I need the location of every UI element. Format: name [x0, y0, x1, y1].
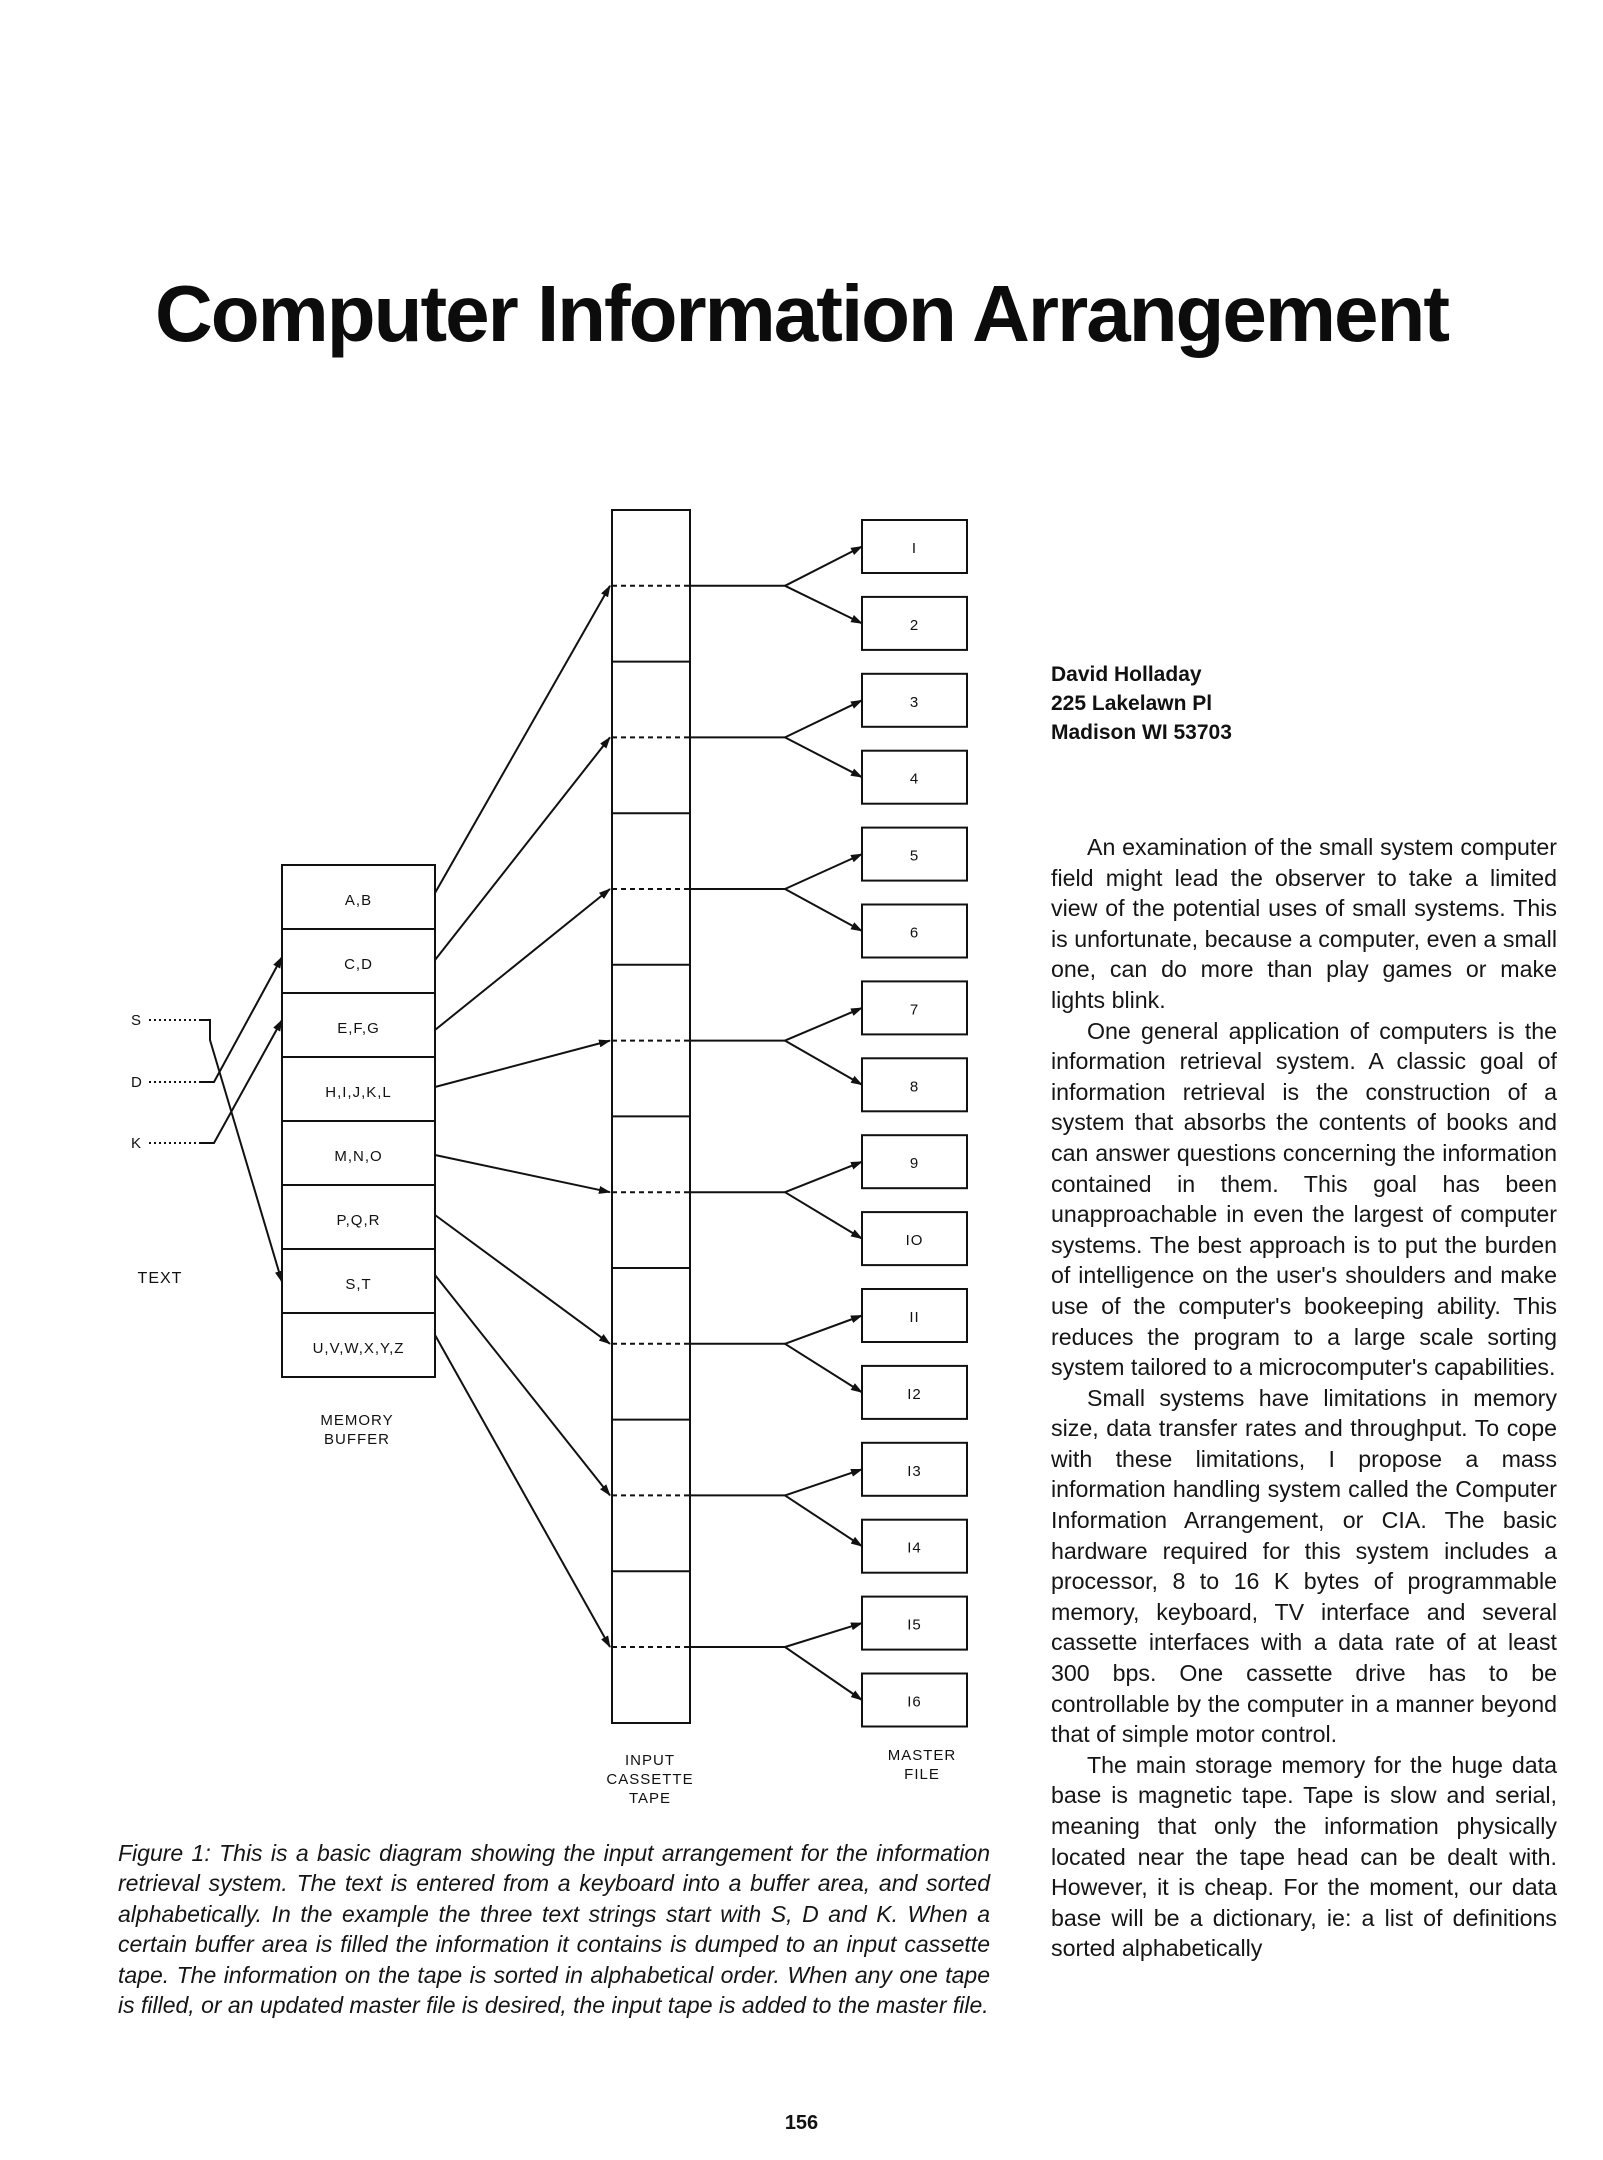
master-file — [862, 520, 967, 1727]
tape-label: CASSETTE — [606, 1771, 694, 1788]
master-file-label: I2 — [907, 1385, 922, 1403]
tape-to-file-arrow — [785, 1647, 862, 1700]
buffer-slot-label: M,N,O — [334, 1148, 383, 1165]
tape-to-file-arrow — [785, 854, 862, 889]
master-file-label: II — [909, 1309, 920, 1326]
text-inputs — [131, 957, 282, 1282]
master-label: FILE — [904, 1766, 940, 1783]
tape-to-file-arrow — [785, 1469, 862, 1495]
buffer-to-tape-arrow — [435, 1335, 610, 1647]
article-body — [1051, 832, 1557, 1964]
tape-to-file-arrow — [785, 1192, 862, 1238]
buffer-to-tape-arrow — [435, 1155, 610, 1192]
author-name: David Holladay — [1051, 663, 1202, 686]
tape-to-file-arrow — [785, 1041, 862, 1085]
tape-to-file-arrow — [785, 1344, 862, 1393]
tape-to-file-arrow — [785, 889, 862, 931]
tape-to-file-arrow — [785, 700, 862, 737]
figure-caption: Figure 1: This is a basic diagram showing the input arrangement for the information retrieval system. The text is entered from a keyboard into a buffer area, and sorted alphabetically. In the example the three text strings start with S, D and K. When a certain buffer area is filled the information it contains is dumped to an input cassette tape. The information on the tape is sorted in alphabetical order. When any one tape is filled, or an updated master file is desired, the input tape is added to the master file. — [118, 1840, 990, 2019]
master-file-label: I4 — [907, 1539, 922, 1557]
master-file-label: 9 — [909, 1155, 920, 1173]
tape-to-file-arrow — [785, 1008, 862, 1041]
buffer-slot-label: S,T — [345, 1276, 372, 1293]
master-label: MASTER — [887, 1747, 957, 1764]
tape-to-file-arrow — [785, 1316, 862, 1344]
text-input-letter: S — [131, 1012, 143, 1029]
buffer-to-tape-arrow — [435, 1215, 610, 1344]
tape-to-file-arrow — [785, 1495, 862, 1546]
tape-to-file-arrow — [785, 1623, 862, 1647]
tape-label: INPUT — [625, 1752, 675, 1769]
buffer-to-tape-arrow — [435, 1041, 610, 1087]
figure-diagram — [110, 500, 990, 1820]
master-file-label: I3 — [907, 1462, 922, 1480]
buffer-slot-label: H,I,J,K,L — [325, 1084, 392, 1101]
text-input-letter: D — [131, 1074, 143, 1091]
text-label: TEXT — [137, 1270, 183, 1287]
buffer-slot-label: C,D — [344, 956, 373, 973]
tape-to-file-arrow — [785, 586, 862, 624]
buffer-slot-label: U,V,W,X,Y,Z — [312, 1340, 405, 1357]
buffer-label: BUFFER — [324, 1431, 390, 1448]
buffer-to-tape-arrow — [435, 586, 610, 893]
author-block — [1051, 660, 1232, 747]
master-file-label: 2 — [909, 616, 920, 634]
buffer-to-tape-arrow — [435, 1275, 610, 1495]
tape-to-file-arrow — [785, 1162, 862, 1193]
tape-to-file-arrow — [785, 547, 862, 586]
buffer-to-tape-arrow — [435, 889, 610, 1030]
text-input-path-d — [200, 957, 282, 1082]
buffer-slot-label: E,F,G — [337, 1020, 380, 1037]
figure-labels — [138, 1270, 957, 1807]
buffer-slot-label: P,Q,R — [336, 1212, 381, 1229]
body-paragraph: The main storage memory for the huge data base is magnetic tape. Tape is slow and serial, meaning that only the information physically located near the tape head can be dealt with. However, it is cheap. For the moment, our data base will be a dictionary, ie: a list of definitions sorted alphabetically — [1051, 1751, 1557, 1962]
master-file-label: 3 — [909, 693, 920, 711]
master-file-label: IO — [905, 1232, 924, 1250]
text-input-path-s — [200, 1020, 282, 1282]
master-file-label: 7 — [909, 1001, 920, 1019]
master-file-label: I — [911, 540, 918, 557]
author-city: Madison WI 53703 — [1051, 721, 1232, 744]
text-input-letter: K — [131, 1135, 143, 1152]
master-file-label: I5 — [907, 1616, 922, 1634]
connection-lines — [435, 547, 862, 1701]
tape-to-file-arrow — [785, 737, 862, 777]
buffer-slot-label: A,B — [344, 892, 373, 909]
memory-buffer — [282, 865, 435, 1377]
body-paragraph: Small systems have limitations in memory size, data transfer rates and throughput. To cope with these limitations, I propose a mass information handling system called the Computer Information Arrangement, or CIA. The basic hardware required for this system includes a processor, 8 to 16 K bytes of programmable memory, keyboard, TV interface and several cassette interfaces with a data rate of at least 300 bps. One cassette drive has to be controllable by the computer in a manner beyond that of simple motor control. — [1051, 1384, 1557, 1748]
buffer-label: MEMORY — [320, 1412, 394, 1429]
body-paragraph: An examination of the small system computer field might lead the observer to take a limited view of the potential uses of small systems. This is unfortunate, because a computer, even a small one, can do more than play games or make lights blink. — [1051, 834, 1557, 1013]
body-paragraph: One general application of computers is the information retrieval system. A classic goal of information retrieval is the construction of a system that absorbs the contents of books and can answer questions concerning the information contained in them. This goal has been unapproachable in even the largest of computer systems. The best approach is to put the burden of intelligence on the user's shoulders and make use of the computer's bookeeping ability. This reduces the program to a large scale sorting system tailored to a microcomputer's capabilities. — [1051, 1017, 1557, 1381]
article-title: Computer Information Arrangement — [154, 269, 1449, 358]
master-file-label: 5 — [909, 847, 920, 865]
master-file-label: 6 — [909, 924, 920, 942]
author-street: 225 Lakelawn Pl — [1051, 692, 1213, 715]
master-file-label: 8 — [909, 1078, 920, 1096]
tape-label: TAPE — [628, 1790, 672, 1807]
page-number: 156 — [784, 2112, 819, 2134]
master-file-label: 4 — [909, 770, 920, 788]
master-file-label: I6 — [907, 1693, 922, 1711]
input-cassette-tape — [612, 510, 690, 1723]
